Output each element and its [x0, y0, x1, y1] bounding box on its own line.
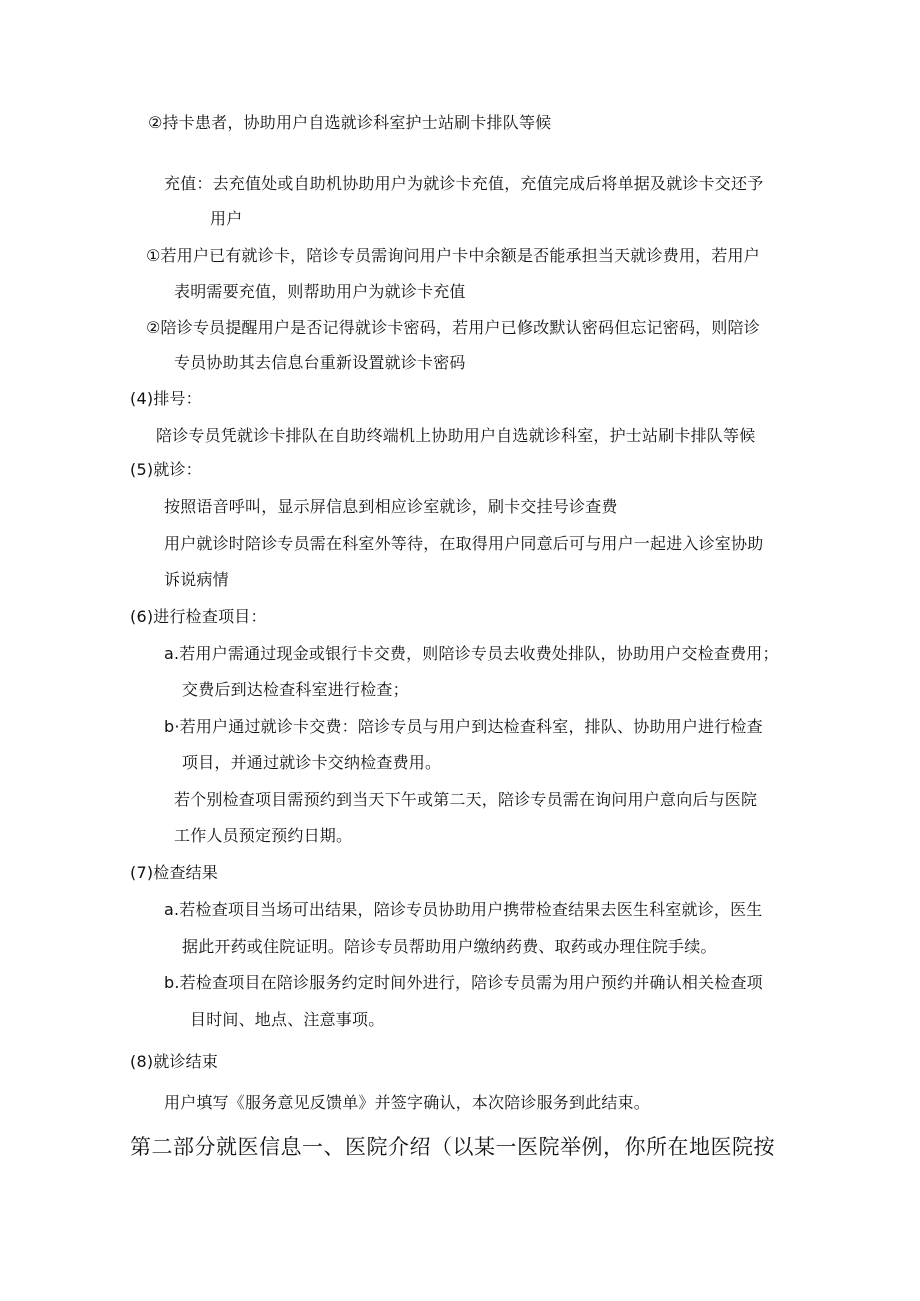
section-label: (5)就诊：	[130, 460, 202, 479]
text-line: a.若用户需通过现金或银行卡交费，则陪诊专员去收费处排队，协助用户交检查费用；	[164, 644, 779, 663]
section-label: (7)检查结果	[130, 863, 219, 882]
text-line: ②持卡患者，协助用户自选就诊科室护士站刷卡排队等候	[148, 113, 552, 132]
text-line: 充值：去充值处或自助机协助用户为就诊卡充值，充值完成后将单据及就诊卡交还予	[164, 174, 764, 193]
text-line: 用户填写《服务意见反馈单》并签字确认，本次陪诊服务到此结束。	[164, 1093, 651, 1112]
text-line: 用户	[210, 209, 243, 228]
text-line: a.若检查项目当场可出结果，陪诊专员协助用户携带检查结果去医生科室就诊，医生	[164, 900, 763, 919]
text-line: 项目，并通过就诊卡交纳检查费用。	[182, 753, 442, 772]
text-line: 专员协助其去信息台重新设置就诊卡密码	[174, 353, 466, 372]
text-line: b.若检查项目在陪诊服务约定时间外进行，陪诊专员需为用户预约并确认相关检查项	[164, 973, 763, 992]
text-line: 据此开药或住院证明。陪诊专员帮助用户缴纳药费、取药或办理住院手续。	[182, 937, 717, 956]
text-line: 诉说病情	[164, 570, 229, 589]
text-line: 陪诊专员凭就诊卡排队在自助终端机上协助用户自选就诊科室，护士站刷卡排队等候	[156, 426, 756, 445]
section-label: (8)就诊结束	[130, 1052, 219, 1071]
text-line: ②陪诊专员提醒用户是否记得就诊卡密码，若用户已修改默认密码但忘记密码，则陪诊	[146, 318, 760, 337]
text-line: ①若用户已有就诊卡，陪诊专员需询问用户卡中余额是否能承担当天就诊费用，若用户	[146, 246, 760, 265]
section-label: (4)排号：	[130, 389, 202, 408]
text-line: 用户就诊时陪诊专员需在科室外等待，在取得用户同意后可与用户一起进入诊室协助	[164, 534, 764, 553]
text-line: 工作人员预定预约日期。	[174, 826, 353, 845]
text-line: 表明需要充值，则帮助用户为就诊卡充值	[174, 282, 466, 301]
text-line: b·若用户通过就诊卡交费：陪诊专员与用户到达检查科室，排队、协助用户进行检查	[164, 717, 763, 736]
section-label: (6)进行检查项目：	[130, 607, 267, 626]
text-line: 若个别检查项目需预约到当天下午或第二天，陪诊专员需在询问用户意向后与医院	[174, 790, 758, 809]
part-heading: 第二部分就医信息一、医院介绍（以某一医院举例，你所在地医院按	[130, 1135, 775, 1159]
text-line: 按照语音呼叫，显示屏信息到相应诊室就诊，刷卡交挂号诊查费	[164, 497, 618, 516]
text-line: 目时间、地点、注意事项。	[190, 1010, 385, 1029]
text-line: 交费后到达检查科室进行检查；	[182, 680, 409, 699]
